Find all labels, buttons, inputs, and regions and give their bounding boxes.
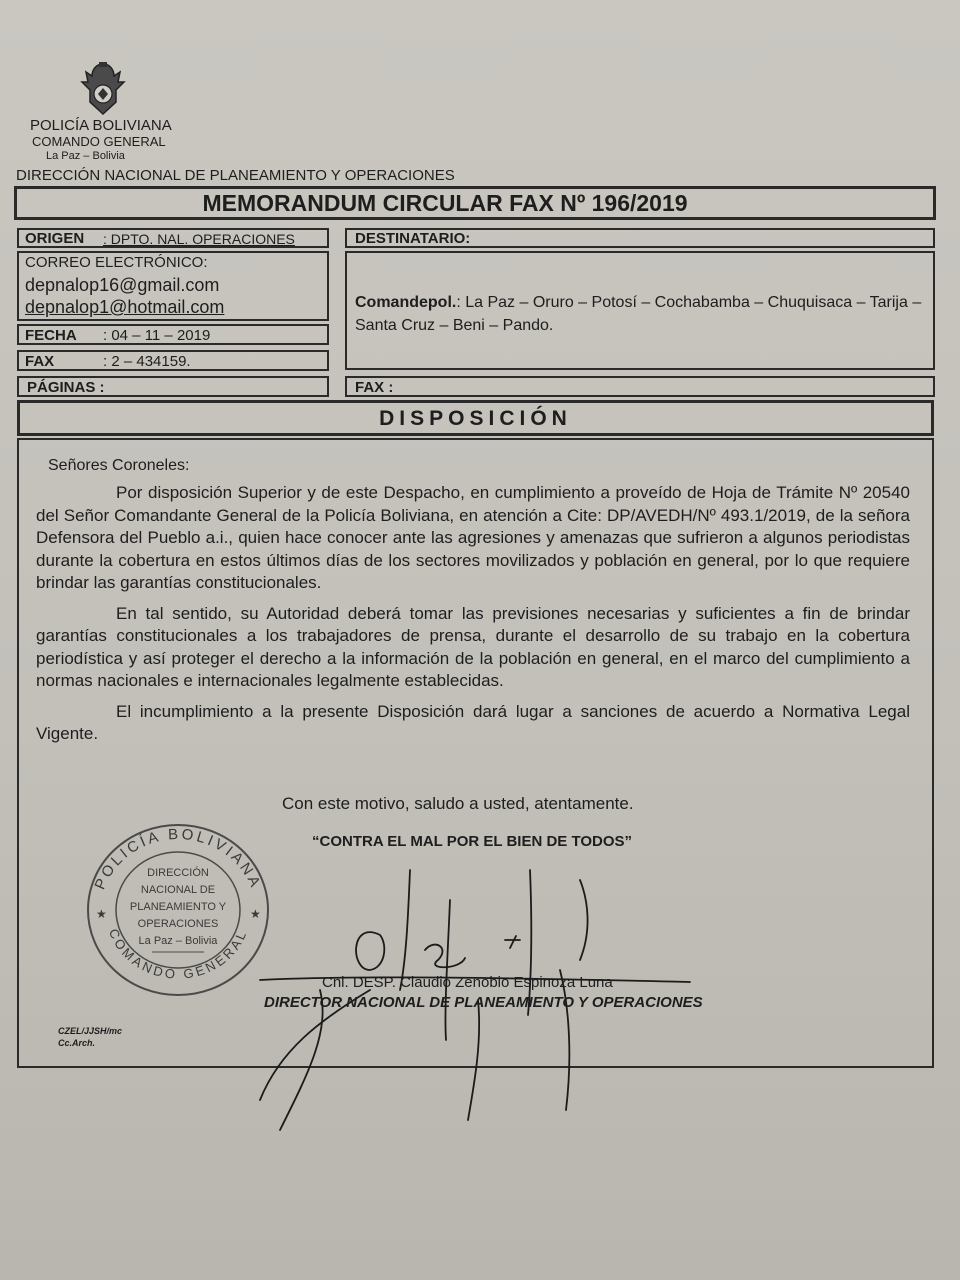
date-label: FECHA — [25, 327, 77, 344]
section-title-box — [17, 400, 934, 436]
org-name: POLICÍA BOLIVIANA — [30, 117, 172, 134]
stamp-bottom-arc: COMANDO GENERAL — [105, 926, 251, 982]
origen-field — [17, 228, 329, 248]
archive-note: Cc.Arch. — [58, 1038, 96, 1048]
direction-name: DIRECCIÓN NACIONAL DE PLANEAMIENTO Y OPERACIONES — [16, 167, 455, 184]
pages-label: PÁGINAS : — [27, 379, 105, 396]
email-field — [17, 251, 329, 321]
date-value: : 04 – 11 – 2019 — [103, 327, 211, 344]
origen-value: : DPTO. NAL. OPERACIONES — [103, 231, 295, 247]
greeting: Señores Coroneles: — [48, 457, 190, 474]
stamp-line-2: NACIONAL DE — [140, 884, 216, 896]
recipient-label: DESTINATARIO: — [355, 230, 471, 247]
closing-line: Con este motivo, saludo a usted, atentamente. — [282, 794, 634, 813]
recipient-box — [345, 251, 935, 370]
fax-value: : 2 – 434159. — [103, 353, 191, 370]
police-emblem-icon — [78, 60, 128, 118]
body-text — [36, 482, 910, 754]
recipient-fax-field — [345, 376, 935, 397]
paragraph-1: Por disposición Superior y de este Despacho, en cumplimiento a proveído de Hoja de Trámite Nº 20540 del Señor Comandante General de la Policía Boliviana, en atención a Cite: DP/AVEDH/Nº 493.1/2019, de la señora Defensora del Pueblo a.i., quien hace conocer ante las agresiones y amenazas que sufrieron a algunos periodistas durante la cobertura en estos últimos días de los sectores movilizados y población en general, por lo que requiere brindar las garantías constitucionales. — [36, 483, 910, 592]
stamp-line-1: DIRECCIÓN — [147, 867, 209, 879]
comandepol-label: Comandepol. — [355, 294, 457, 311]
origen-label: ORIGEN — [25, 230, 85, 247]
stamp-top-arc: POLICÍA BOLIVIANA — [91, 825, 265, 893]
stamp-line-5: La Paz – Bolivia — [138, 935, 218, 947]
recipient-fax-label: FAX : — [355, 379, 394, 396]
recipient-header — [345, 228, 935, 248]
memo-title: MEMORANDUM CIRCULAR FAX Nº 196/2019 — [202, 190, 688, 216]
city-name: La Paz – Bolivia — [46, 150, 125, 162]
signatory-name: Cnl. DESP. Claudio Zenobio Espinoza Luna — [322, 974, 613, 991]
email-2: depnalop1@hotmail.com — [25, 297, 225, 317]
initials: CZEL/JJSH/mc — [58, 1026, 123, 1036]
stamp-line-3: PLANEAMIENTO Y — [129, 901, 227, 913]
signatory-position: DIRECTOR NACIONAL DE PLANEAMIENTO Y OPERACIONES — [264, 994, 703, 1011]
paragraph-2: En tal sentido, su Autoridad deberá tomar las previsiones necesarias y suficientes a fin de brindar garantías constitucionales a los trabajadores de prensa, durante el desarrollo de su trabajo en la cobertura periodística y así proteger el derecho a la información de la población en general, en el marco del cumplimiento a normas nacionales e internacionales legalmente establecidas. — [36, 603, 910, 690]
fax-label: FAX — [25, 353, 55, 370]
command-name: COMANDO GENERAL — [32, 134, 166, 149]
section-title: DISPOSICIÓN — [379, 407, 572, 430]
title-box — [14, 186, 936, 220]
email-label: CORREO ELECTRÓNICO: — [25, 254, 208, 271]
fax-field — [17, 350, 329, 371]
stamp-star-left-icon: ★ — [96, 907, 107, 921]
stamp-star-right-icon: ★ — [250, 907, 261, 921]
date-field — [17, 324, 329, 345]
email-1: depnalop16@gmail.com — [25, 275, 220, 295]
motto: “CONTRA EL MAL POR EL BIEN DE TODOS” — [312, 833, 633, 850]
pages-field — [17, 376, 329, 397]
stamp-line-4: OPERACIONES — [137, 918, 219, 930]
paragraph-3: El incumplimiento a la presente Disposición dará lugar a sanciones de acuerdo a Normativa Legal Vigente. — [36, 701, 910, 743]
comandepol-list: : La Paz – Oruro – Potosí – Cochabamba – Chuquisaca – Tarija – Santa Cruz – Beni – Pando. — [355, 294, 922, 334]
recipient-list — [355, 291, 931, 337]
